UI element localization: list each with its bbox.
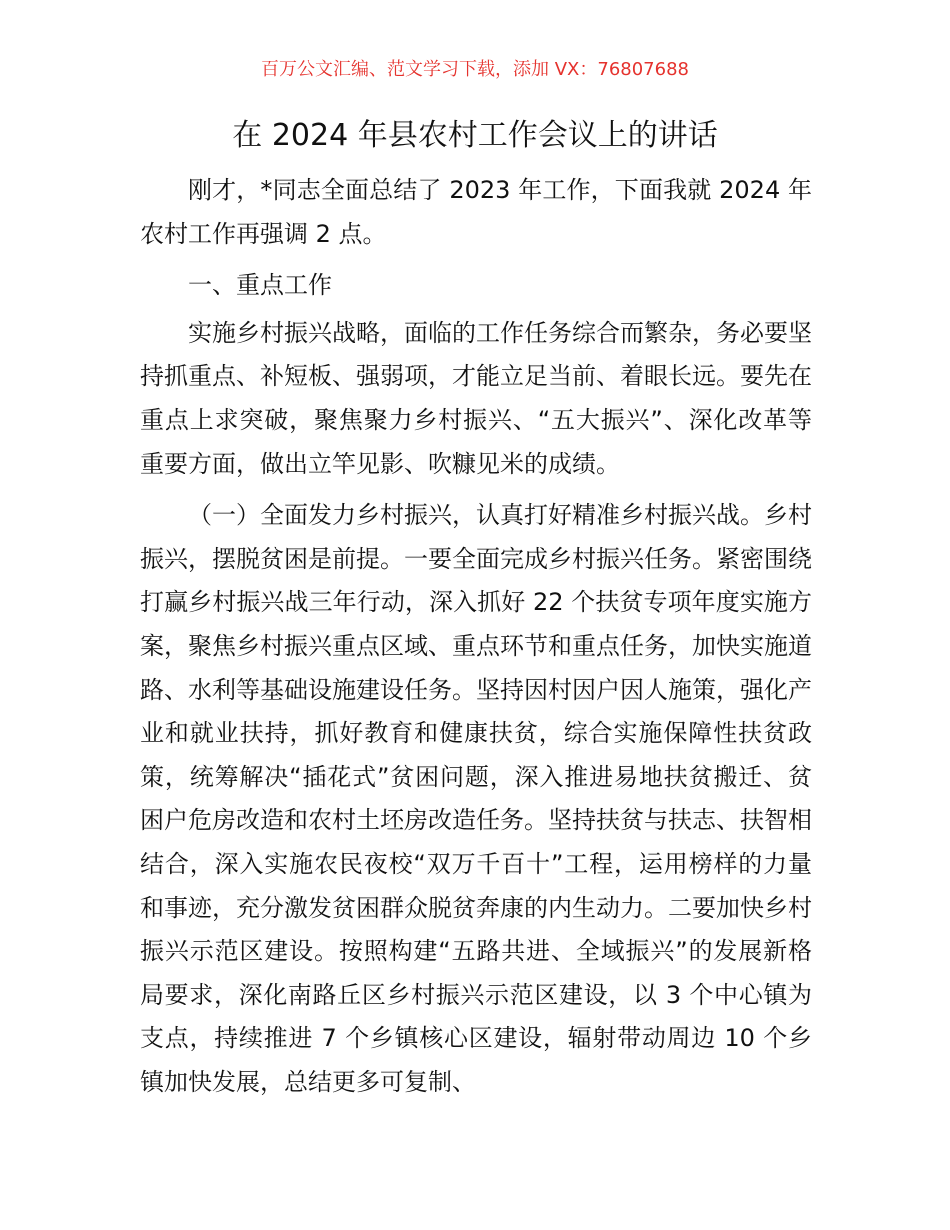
section-heading: 一、重点工作 (188, 271, 332, 300)
paragraph-overview: 实施乡村振兴战略，面临的工作任务综合而繁杂，务必要坚持抓重点、补短板、强弱项，才能立足当前、着眼长远。要先在重点上求突破，聚焦聚力乡村振兴、“五大振兴”、深化改革等重要方面，做出立竿见影、吹糠见米的成绩。 (140, 318, 812, 478)
document-body (140, 169, 812, 1104)
paragraph-rural-revitalization: （一）全面发力乡村振兴，认真打好精准乡村振兴战。乡村振兴，摆脱贫困是前提。一要全面完成乡村振兴任务。紧密围绕打赢乡村振兴战三年行动，深入抓好 22 个扶贫专项年度实施方案，聚焦乡村振兴重点区域、重点环节和重点任务，加快实施道路、水利等基础设施建设任务。坚持因村因户因人施策，强化产业和就业扶持，抓好教育和健康扶贫，综合实施保障性扶贫政策，统筹解决“插花式”贫困问题，深入推进易地扶贫搬迁、贫困户危房改造和农村土坯房改造任务。坚持扶贫与扶志、扶智相结合，深入实施农民夜校“双万千百十”工程，运用榜样的力量和事迹，充分激发贫困群众脱贫奔康的内生动力。二要加快乡村振兴示范区建设。按照构建“五路共进、全域振兴”的发展新格局要求，深化南路丘区乡村振兴示范区建设，以 3 个中心镇为支点，持续推进 7 个乡镇核心区建设，辐射带动周边 10 个乡镇加快发展，总结更多可复制、 (140, 501, 812, 1096)
document-title: 在 2024 年县农村工作会议上的讲话 (232, 118, 718, 153)
paragraph-intro: 刚才，*同志全面总结了 2023 年工作，下面我就 2024 年农村工作再强调 2 点。 (140, 176, 812, 248)
watermark-header: 百万公文汇编、范文学习下载，添加 VX：76807688 (261, 59, 689, 80)
